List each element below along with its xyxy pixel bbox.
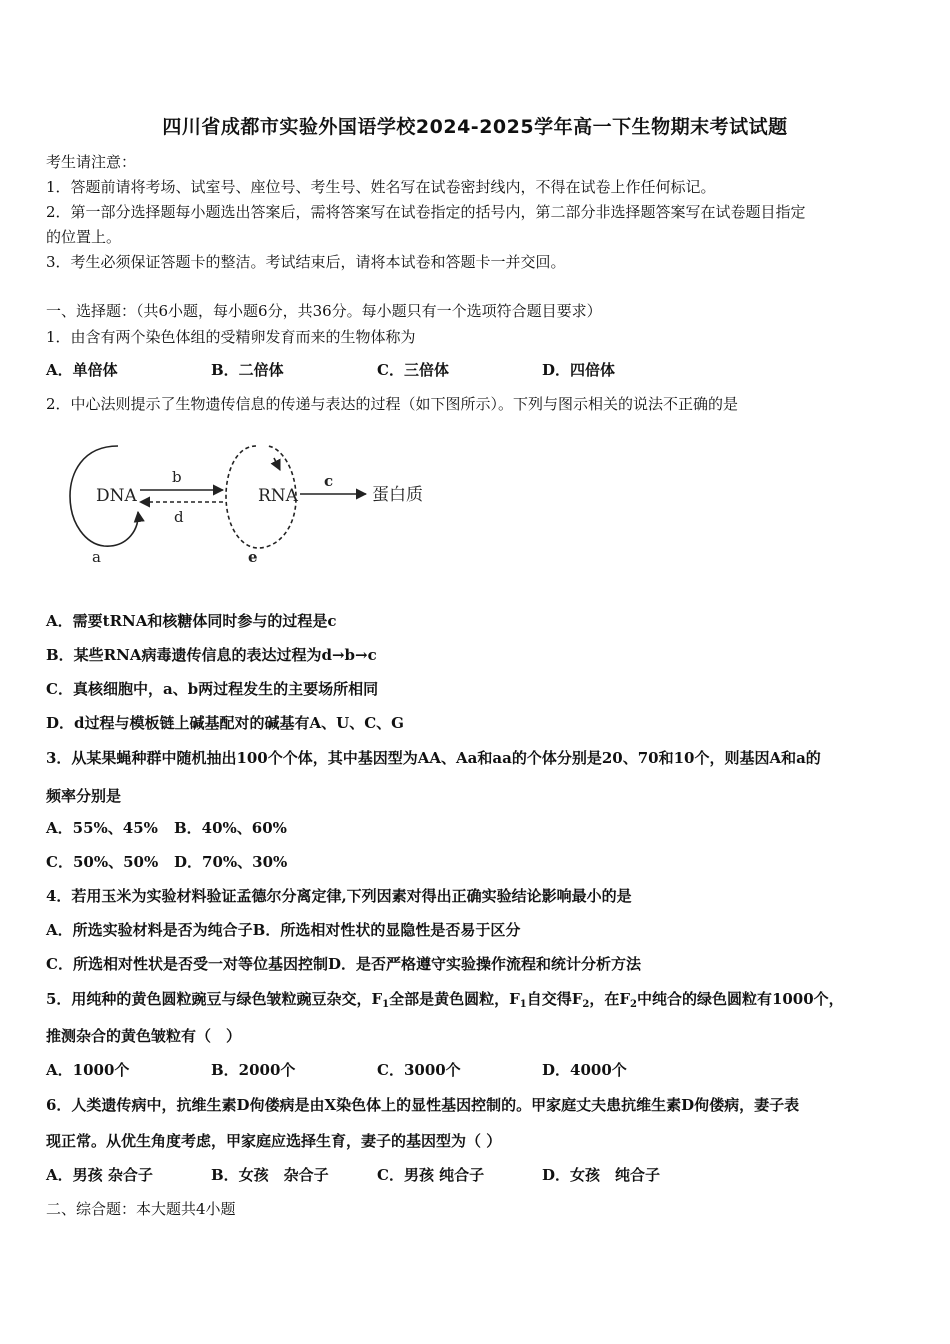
q3-option-c: C．50%、50% xyxy=(46,853,159,871)
q4-stem: 4．若用玉米为实验材料验证孟德尔分离定律,下列因素对得出正确实验结论影响最小的是 xyxy=(46,887,632,905)
q2-option-c: C．真核细胞中，a、b两过程发生的主要场所相同 xyxy=(46,680,379,698)
q3-options-row-1 xyxy=(46,818,287,838)
q5-stem-line-1 xyxy=(46,989,844,1015)
q3-options-row-2 xyxy=(46,852,287,872)
q5-option-c: C．3000个 xyxy=(377,1061,461,1079)
q1-options xyxy=(46,360,615,380)
label-dna: DNA xyxy=(96,486,137,506)
notice-item-1: 1．答题前请将考场、试室号、座位号、考生号、姓名写在试卷密封线内，不得在试卷上作任何标记。 xyxy=(46,178,716,196)
q5-stem-part-5: 中纯合的绿色圆粒有1000个， xyxy=(636,990,844,1008)
notice-item-3: 3．考生必须保证答题卡的整洁。考试结束后，请将本试卷和答题卡一并交回。 xyxy=(46,253,566,271)
label-protein: 蛋白质 xyxy=(372,485,423,505)
q6-options xyxy=(46,1165,660,1185)
arrow-e-head xyxy=(274,458,280,470)
label-d: d xyxy=(174,508,184,526)
q5-sub-3: 2 xyxy=(582,999,590,1010)
notice-heading: 考生请注意： xyxy=(46,153,137,171)
q4-option-c: C．所选相对性状是否受一对等位基因控制 xyxy=(46,955,328,973)
q3-option-a: A．55%、45% xyxy=(46,819,158,837)
q5-stem-part-3: 自交得F xyxy=(526,990,583,1008)
q6-option-c: C．男孩 纯合子 xyxy=(377,1166,485,1184)
q1-option-c: C．三倍体 xyxy=(377,361,449,379)
central-dogma-diagram xyxy=(60,436,450,572)
q2-option-a: A．需要tRNA和核糖体同时参与的过程是c xyxy=(46,612,337,630)
q5-sub-4: 2 xyxy=(629,999,637,1010)
q5-sub-1: 1 xyxy=(382,999,390,1010)
q5-stem-line-2: 推测杂合的黄色皱粒有（ ） xyxy=(46,1027,242,1045)
q4-options-row-2 xyxy=(46,954,641,974)
q5-sub-2: 1 xyxy=(519,999,527,1010)
q6-option-d: D．女孩 纯合子 xyxy=(542,1166,661,1184)
q3-option-b: B．40%、60% xyxy=(174,819,287,837)
q5-option-b: B．2000个 xyxy=(211,1061,296,1079)
label-c: c xyxy=(324,472,334,490)
q5-options xyxy=(46,1060,627,1080)
q2-stem: 2．中心法则提示了生物遗传信息的传递与表达的过程（如下图所示）。下列与图示相关的说法不正确的是 xyxy=(46,395,739,413)
q1-option-b: B．二倍体 xyxy=(211,361,284,379)
q5-stem-part-1: 5．用纯种的黄色圆粒豌豆与绿色皱粒豌豆杂交，F xyxy=(46,990,383,1008)
q3-option-d: D．70%、30% xyxy=(174,853,288,871)
section-1-heading: 一、选择题：（共6小题，每小题6分，共36分。每小题只有一个选项符合题目要求） xyxy=(46,302,602,320)
q5-stem-part-4: ，在F xyxy=(589,990,630,1008)
q4-option-b: B．所选相对性状的显隐性是否易于区分 xyxy=(252,921,521,939)
q6-stem-line-2: 现正常。从优生角度考虑，甲家庭应选择生育，妻子的基因型为（ ） xyxy=(46,1132,502,1150)
q1-option-d: D．四倍体 xyxy=(542,361,616,379)
q5-stem-part-2: 全部是黄色圆粒，F xyxy=(389,990,520,1008)
label-a: a xyxy=(92,548,101,566)
q6-option-b: B．女孩 杂合子 xyxy=(211,1166,329,1184)
q5-option-a: A．1000个 xyxy=(46,1061,130,1079)
notice-item-2: 2．第一部分选择题每小题选出答案后，需将答案写在试卷指定的括号内，第二部分非选择题答案写在试卷题目指定 xyxy=(46,203,806,221)
q6-stem-line-1: 6．人类遗传病中，抗维生素D佝偻病是由X染色体上的显性基因控制的。甲家庭丈夫患抗维生素D佝偻病，妻子表 xyxy=(46,1096,800,1114)
page-title: 四川省成都市实验外国语学校2024-2025学年高一下生物期末考试试题 xyxy=(162,116,788,138)
q2-option-b: B．某些RNA病毒遗传信息的表达过程为d→b→c xyxy=(46,646,377,664)
q6-option-a: A．男孩 杂合子 xyxy=(46,1166,153,1184)
q4-option-d: D．是否严格遵守实验操作流程和统计分析方法 xyxy=(327,955,641,973)
label-b: b xyxy=(172,468,182,486)
notice-item-2-cont: 的位置上。 xyxy=(46,228,122,246)
q5-option-d: D．4000个 xyxy=(542,1061,627,1079)
q2-option-d: D．d过程与模板链上碱基配对的碱基有A、U、C、G xyxy=(46,714,404,732)
q4-options-row-1 xyxy=(46,920,520,940)
q3-stem-line-2: 频率分别是 xyxy=(46,787,122,805)
q1-option-a: A．单倍体 xyxy=(46,361,118,379)
section-2-heading: 二、综合题：本大题共4小题 xyxy=(46,1200,236,1218)
q4-option-a: A．所选实验材料是否为纯合子 xyxy=(46,921,253,939)
q3-stem-line-1: 3．从某果蝇种群中随机抽出100个个体，其中基因型为AA、Aa和aa的个体分别是20、70和10个，则基因A和a的 xyxy=(46,749,821,767)
label-e: e xyxy=(248,548,258,566)
q1-stem: 1．由含有两个染色体组的受精卵发育而来的生物体称为 xyxy=(46,328,416,346)
label-rna: RNA xyxy=(258,486,298,506)
